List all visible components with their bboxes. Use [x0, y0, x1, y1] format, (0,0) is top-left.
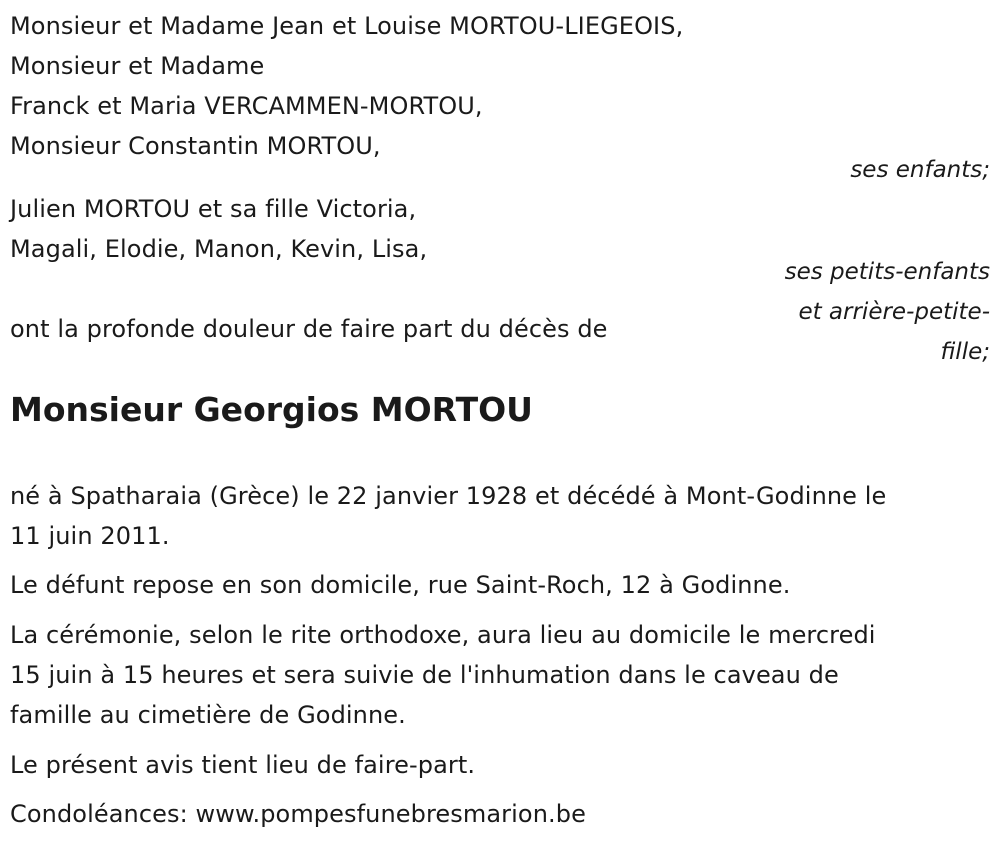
birth-death-line-2: 11 juin 2011.: [10, 522, 170, 550]
children-label: ses enfants;: [850, 157, 990, 183]
grandchildren-label-2: et arrière-petite-: [798, 299, 990, 325]
grandchildren-line-1: Julien MORTOU et sa fille Victoria,: [10, 195, 417, 223]
ceremony-line-2: 15 juin à 15 heures et sera suivie de l'inhumation dans le caveau de: [10, 661, 839, 689]
rest-location: Le défunt repose en son domicile, rue Saint-Roch, 12 à Godinne.: [10, 571, 791, 599]
ceremony-line-1: La cérémonie, selon le rite orthodoxe, aura lieu au domicile le mercredi: [10, 621, 876, 649]
notice-text: Le présent avis tient lieu de faire-part.: [10, 751, 476, 779]
family-line-1: Monsieur et Madame Jean et Louise MORTOU-LIEGEOIS,: [10, 12, 684, 40]
grandchildren-label-3: fille;: [940, 339, 990, 365]
family-line-2: Monsieur et Madame: [10, 52, 265, 80]
family-line-4: Monsieur Constantin MORTOU,: [10, 132, 381, 160]
family-line-3: Franck et Maria VERCAMMEN-MORTOU,: [10, 92, 483, 120]
announcement-text: ont la profonde douleur de faire part du décès de: [10, 315, 608, 343]
grandchildren-line-2: Magali, Elodie, Manon, Kevin, Lisa,: [10, 235, 428, 263]
ceremony-line-3: famille au cimetière de Godinne.: [10, 701, 406, 729]
birth-death-line-1: né à Spatharaia (Grèce) le 22 janvier 1928 et décédé à Mont-Godinne le: [10, 482, 887, 510]
grandchildren-label-1: ses petits-enfants: [784, 259, 990, 285]
condolences-text: Condoléances: www.pompesfunebresmarion.be: [10, 800, 586, 828]
deceased-name: Monsieur Georgios MORTOU: [10, 390, 533, 429]
